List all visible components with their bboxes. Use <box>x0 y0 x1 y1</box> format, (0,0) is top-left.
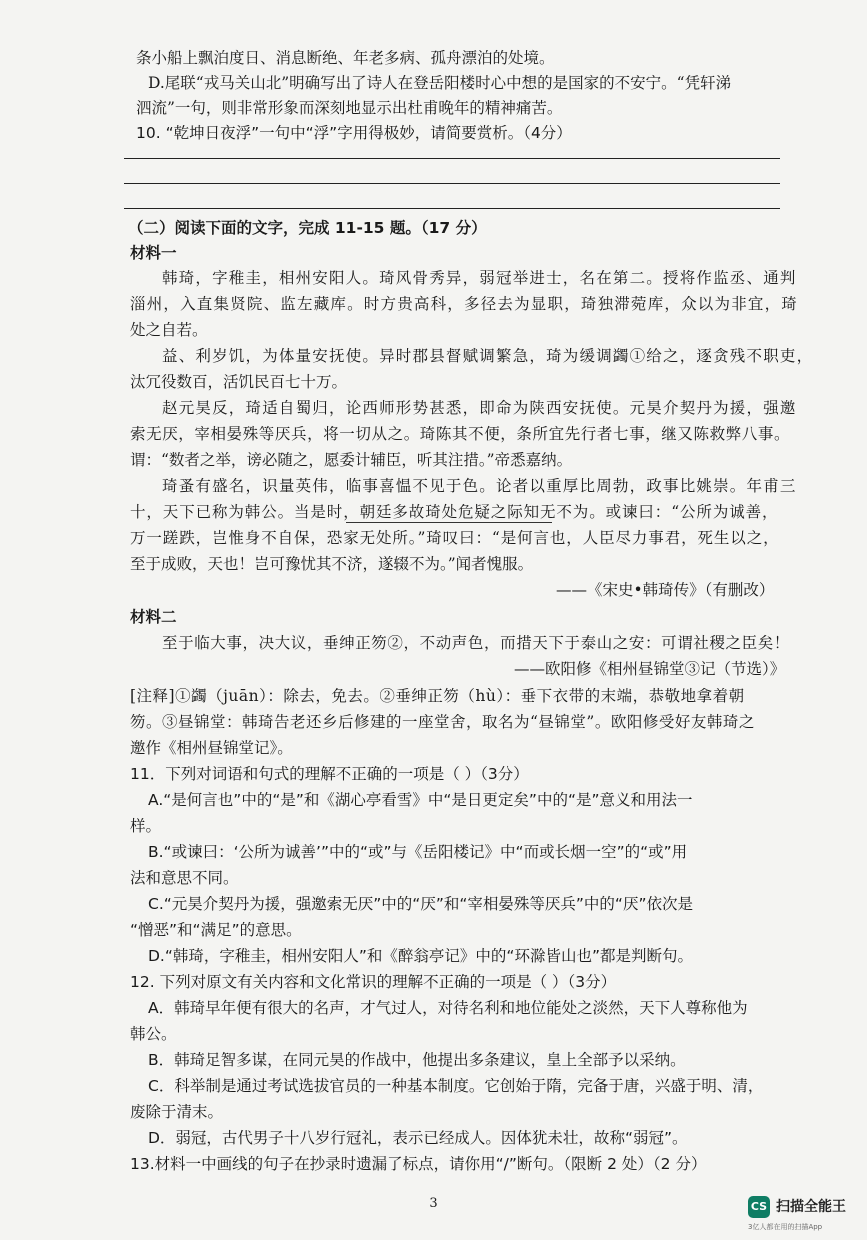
annotation-line: [注释]①蠲（juān）：除去，免去。②垂绅正笏（hù）：垂下衣带的末端，恭敬地拿着朝 <box>130 687 745 705</box>
passage-line: 至于成败，天也！岂可豫忧其不济，遂辍不为。”闻者愧服。 <box>130 555 534 573</box>
passage-line: 淄州，入直集贤院、监左藏库。时方贵高科，多径去为显职，琦独滞菀库，众以为非宜，琦 <box>130 295 799 313</box>
option-a-cont: 韩公。 <box>130 1025 177 1043</box>
passage-line: 至于临大事，决大议，垂绅正笏②，不动声色，而措天下于泰山之安：可谓社稷之臣矣！ <box>162 634 790 652</box>
scanner-watermark <box>748 1196 866 1240</box>
passage-line: 处之自若。 <box>130 321 208 339</box>
text-line: 条小船上飘泊度日、消息断绝、年老多病、孤舟漂泊的处境。 <box>136 49 555 67</box>
option-c[interactable]: C．科举制是通过考试选拔官员的一种基本制度。它创始于隋，完备于唐，兴盛于明、清， <box>148 1077 764 1095</box>
answer-line[interactable] <box>124 183 780 184</box>
option-b[interactable]: B.“或谏曰：‘公所为诚善’”中的“或”与《岳阳楼记》中“而或长烟一空”的“或”用 <box>148 843 688 861</box>
option-b-cont: 法和意思不同。 <box>130 869 239 887</box>
option-c[interactable]: C.“元昊介契丹为援，强邀索无厌”中的“厌”和“宰相晏殊等厌兵”中的“厌”依次是 <box>148 895 693 913</box>
option-c-cont: 废除于清末。 <box>130 1103 224 1121</box>
page-number: 3 <box>429 1196 438 1211</box>
passage-line: 韩琦，字稚圭，相州安阳人。琦风骨秀异，弱冠举进士，名在第二。授将作监丞、通判 <box>162 269 797 287</box>
option-d[interactable]: D.“韩琦，字稚圭，相州安阳人”和《醉翁亭记》中的“环滁皆山也”都是判断句。 <box>148 947 693 965</box>
question-13: 13.材料一中画线的句子在抄录时遗漏了标点，请你用“/”断句。（限断 2 处）（2 分） <box>130 1155 707 1173</box>
watermark-tagline: 3亿人都在用的扫描App <box>748 1223 823 1231</box>
passage-line: 赵元昊反，琦适自蜀归，论西师形势甚悉，即命为陕西安抚使。元昊介契丹为援，强邀 <box>162 399 797 417</box>
material-one-label: 材料一 <box>130 244 177 262</box>
option-d-line: D.尾联“戎马关山北”明确写出了诗人在登岳阳楼时心中想的是国家的不安宁。“凭轩涕 <box>148 74 732 92</box>
passage-line: 索无厌，宰相晏殊等厌兵，将一切从之。琦陈其不便，条所宜先行者七事，继又陈救弊八事。 <box>130 425 791 443</box>
passage-line-underlined: 十，天下已称为韩公。当是时，朝廷多故琦处危疑之际知无不为。或谏曰：“公所为诚善， <box>130 503 779 521</box>
camscanner-icon: CS <box>748 1196 770 1218</box>
underline-mark <box>346 522 552 523</box>
passage-line: 谓：“数者之举，谤必随之，愿委计辅臣，听其注措。”帝悉嘉纳。 <box>130 451 573 469</box>
option-c-cont: “憎恶”和“满足”的意思。 <box>130 921 302 939</box>
option-a-cont: 样。 <box>130 817 162 835</box>
answer-line[interactable] <box>124 158 780 159</box>
passage-line: 益、利岁饥，为体量安抚使。异时郡县督赋调繁急，琦为缓调蠲①给之，逐贪残不职吏， <box>162 347 814 365</box>
option-a[interactable]: A.“是何言也”中的“是”和《湖心亭看雪》中“是日更定矣”中的“是”意义和用法一 <box>148 791 693 809</box>
answer-line[interactable] <box>124 208 780 209</box>
question-11: 11．下列对词语和句式的理解不正确的一项是（ ）（3分） <box>130 765 529 783</box>
source-citation: ——欧阳修《相州昼锦堂③记（节选）》 <box>514 660 786 678</box>
passage-line: 琦蚤有盛名，识量英伟，临事喜愠不见于色。论者以重厚比周勃，政事比姚崇。年甫三 <box>162 477 797 495</box>
watermark-name: 扫描全能王 <box>776 1199 846 1215</box>
annotation-line: 邀作《相州昼锦堂记》。 <box>130 739 293 757</box>
question-10: 10. “乾坤日夜浮”一句中“浮”字用得极妙，请简要赏析。（4分） <box>136 124 572 142</box>
option-b[interactable]: B．韩琦足智多谋，在同元昊的作战中，他提出多条建议，皇上全部予以采纳。 <box>148 1051 686 1069</box>
option-d[interactable]: D．弱冠，古代男子十八岁行冠礼，表示已经成人。因体犹未壮，故称“弱冠”。 <box>148 1129 688 1147</box>
section-heading: （二）阅读下面的文字，完成 11-15 题。（17 分） <box>128 219 487 237</box>
source-citation: ——《宋史•韩琦传》（有删改） <box>556 581 775 599</box>
annotation-line: 笏。③昼锦堂：韩琦告老还乡后修建的一座堂舍，取名为“昼锦堂”。欧阳修受好友韩琦之 <box>130 713 755 731</box>
text-line: 泗流”一句，则非常形象而深刻地显示出杜甫晚年的精神痛苦。 <box>136 99 563 117</box>
option-a[interactable]: A．韩琦早年便有很大的名声，才气过人，对待名利和地位能处之淡然，天下人尊称他为 <box>148 999 748 1017</box>
material-two-label: 材料二 <box>130 608 177 626</box>
question-12: 12. 下列对原文有关内容和文化常识的理解不正确的一项是（ ）（3分） <box>130 973 617 991</box>
passage-line: 汰冗役数百，活饥民百七十万。 <box>130 373 348 391</box>
passage-line: 万一蹉跌，岂惟身不自保，恐家无处所。”琦叹曰：“是何言也，人臣尽力事君，死生以之， <box>130 529 780 547</box>
